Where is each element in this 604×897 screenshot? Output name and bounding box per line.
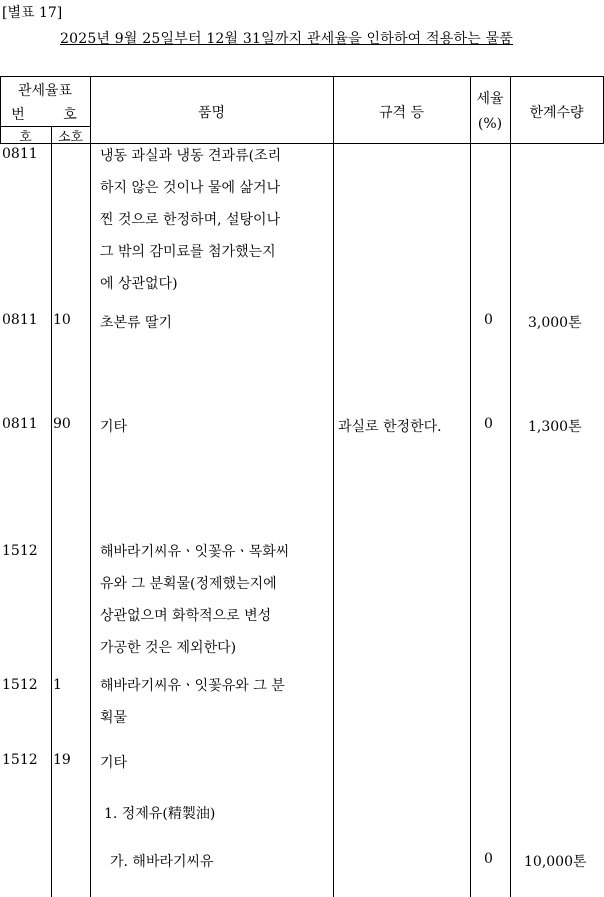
document-title: 2025년 9월 25일부터 12월 31일까지 관세율을 인하하여 적용하는 물품 [60, 31, 514, 47]
row-item-line: 찐 것으로 한정하며, 설탕이나 [100, 212, 281, 228]
row-item-line: 해바라기씨유ㆍ잇꽃유와 그 분 [100, 678, 285, 694]
row-item-line: 그 밖의 감미료를 첨가했는지 [100, 244, 276, 260]
row-soho: 10 [53, 312, 71, 328]
row-ho: 1512 [2, 677, 38, 693]
header-tariff-no: 관세율표 [17, 83, 73, 99]
header-quota: 한계수량 [529, 105, 584, 121]
row-item-line: 하지 않은 것이나 물에 삶거나 [100, 180, 281, 196]
row-item-line: 기타 [100, 419, 128, 435]
row-item-line: 기타 [100, 755, 128, 771]
row-rate: 0 [484, 312, 493, 328]
row-item-line: 가공한 것은 제외한다) [100, 640, 237, 656]
row-quota: 10,000톤 [524, 854, 587, 870]
row-rate: 0 [484, 851, 493, 867]
row-soho: 19 [53, 752, 71, 768]
header-ho-sub: 호 [19, 130, 32, 145]
header-rate: 세율 [476, 91, 504, 107]
row-item-line: 가. 해바라기씨유 [110, 854, 214, 870]
row-rate: 0 [484, 416, 493, 432]
row-item-line: 해바라기씨유ㆍ잇꽃유ㆍ목화씨 [100, 544, 290, 560]
header-rate-unit: (%) [477, 116, 503, 132]
annex-label: [별표 17] [2, 5, 63, 21]
row-ho: 0811 [2, 312, 38, 328]
row-ho: 0811 [2, 416, 38, 432]
row-item-line: 상관없으며 화학적으로 변성 [100, 608, 272, 624]
row-quota: 1,300톤 [528, 419, 582, 435]
header-bun: 번 [11, 107, 25, 123]
row-item-line: 1. 정제유(精製油) [104, 806, 216, 822]
header-soho: 소호 [57, 130, 84, 145]
header-ho: 호 [63, 107, 77, 123]
row-ho: 0811 [2, 146, 38, 162]
row-item-line: 에 상관없다) [100, 276, 178, 292]
row-quota: 3,000톤 [528, 315, 582, 331]
row-item-line: 초본류 딸기 [100, 315, 173, 331]
row-soho: 1 [53, 677, 62, 693]
row-item-line: 획물 [100, 710, 128, 726]
row-item-line: 냉동 과실과 냉동 견과류(조리 [100, 148, 282, 164]
row-ho: 1512 [2, 752, 38, 768]
row-spec: 과실로 한정한다. [338, 419, 442, 435]
row-ho: 1512 [2, 543, 38, 559]
header-spec: 규격 등 [378, 105, 425, 121]
row-soho: 90 [53, 416, 71, 432]
row-item-line: 유와 그 분획물(정제했는지에 [100, 576, 277, 592]
header-item-name: 품명 [197, 105, 226, 121]
